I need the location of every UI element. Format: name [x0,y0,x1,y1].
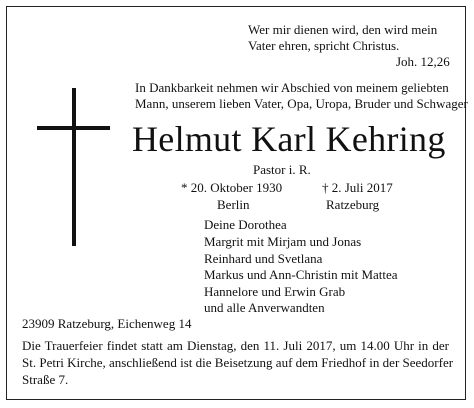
mourner-line: Deine Dorothea [204,217,287,232]
death-place: Ratzeburg [326,197,380,212]
death-date: † 2. Juli 2017 [322,180,393,195]
deceased-title: Pastor i. R. [253,162,311,177]
address: 23909 Ratzeburg, Eichenweg 14 [22,316,192,331]
mourner-line: Margrit mit Mirjam und Jonas [204,234,362,249]
funeral-line-1: Die Trauerfeier findet statt am Dienstag, den 11. Juli 2017, um 14.00 Uhr in der [22,338,449,353]
intro-line-2: Mann, unserem lieben Vater, Opa, Uropa, Bruder und Schwager [135,96,468,111]
mourner-line: Reinhard und Svetlana [204,251,323,266]
birth-place: Berlin [217,197,250,212]
funeral-line-2: St. Petri Kirche, anschließend ist die Beisetzung auf dem Friedhof in der Seedorfer [22,355,454,370]
mourner-line: Markus und Ann-Christin mit Mattea [204,267,398,282]
deceased-name: Helmut Karl Kehring [132,119,446,159]
intro-line-1: In Dankbarkeit nehmen wir Abschied von meinem geliebten [135,80,449,95]
cross-icon-bar [37,126,110,130]
birth-date: * 20. Oktober 1930 [181,180,283,195]
verse-reference: Joh. 12,26 [396,54,450,69]
verse-line-2: Vater ehren, spricht Christus. [248,38,400,53]
funeral-line-3: Straße 7. [22,372,69,387]
mourner-line: Hannelore und Erwin Grab [204,284,346,299]
verse-line-1: Wer mir dienen wird, den wird mein [248,22,438,37]
mourner-line: und alle Anverwandten [204,300,325,315]
cross-icon [72,88,76,246]
